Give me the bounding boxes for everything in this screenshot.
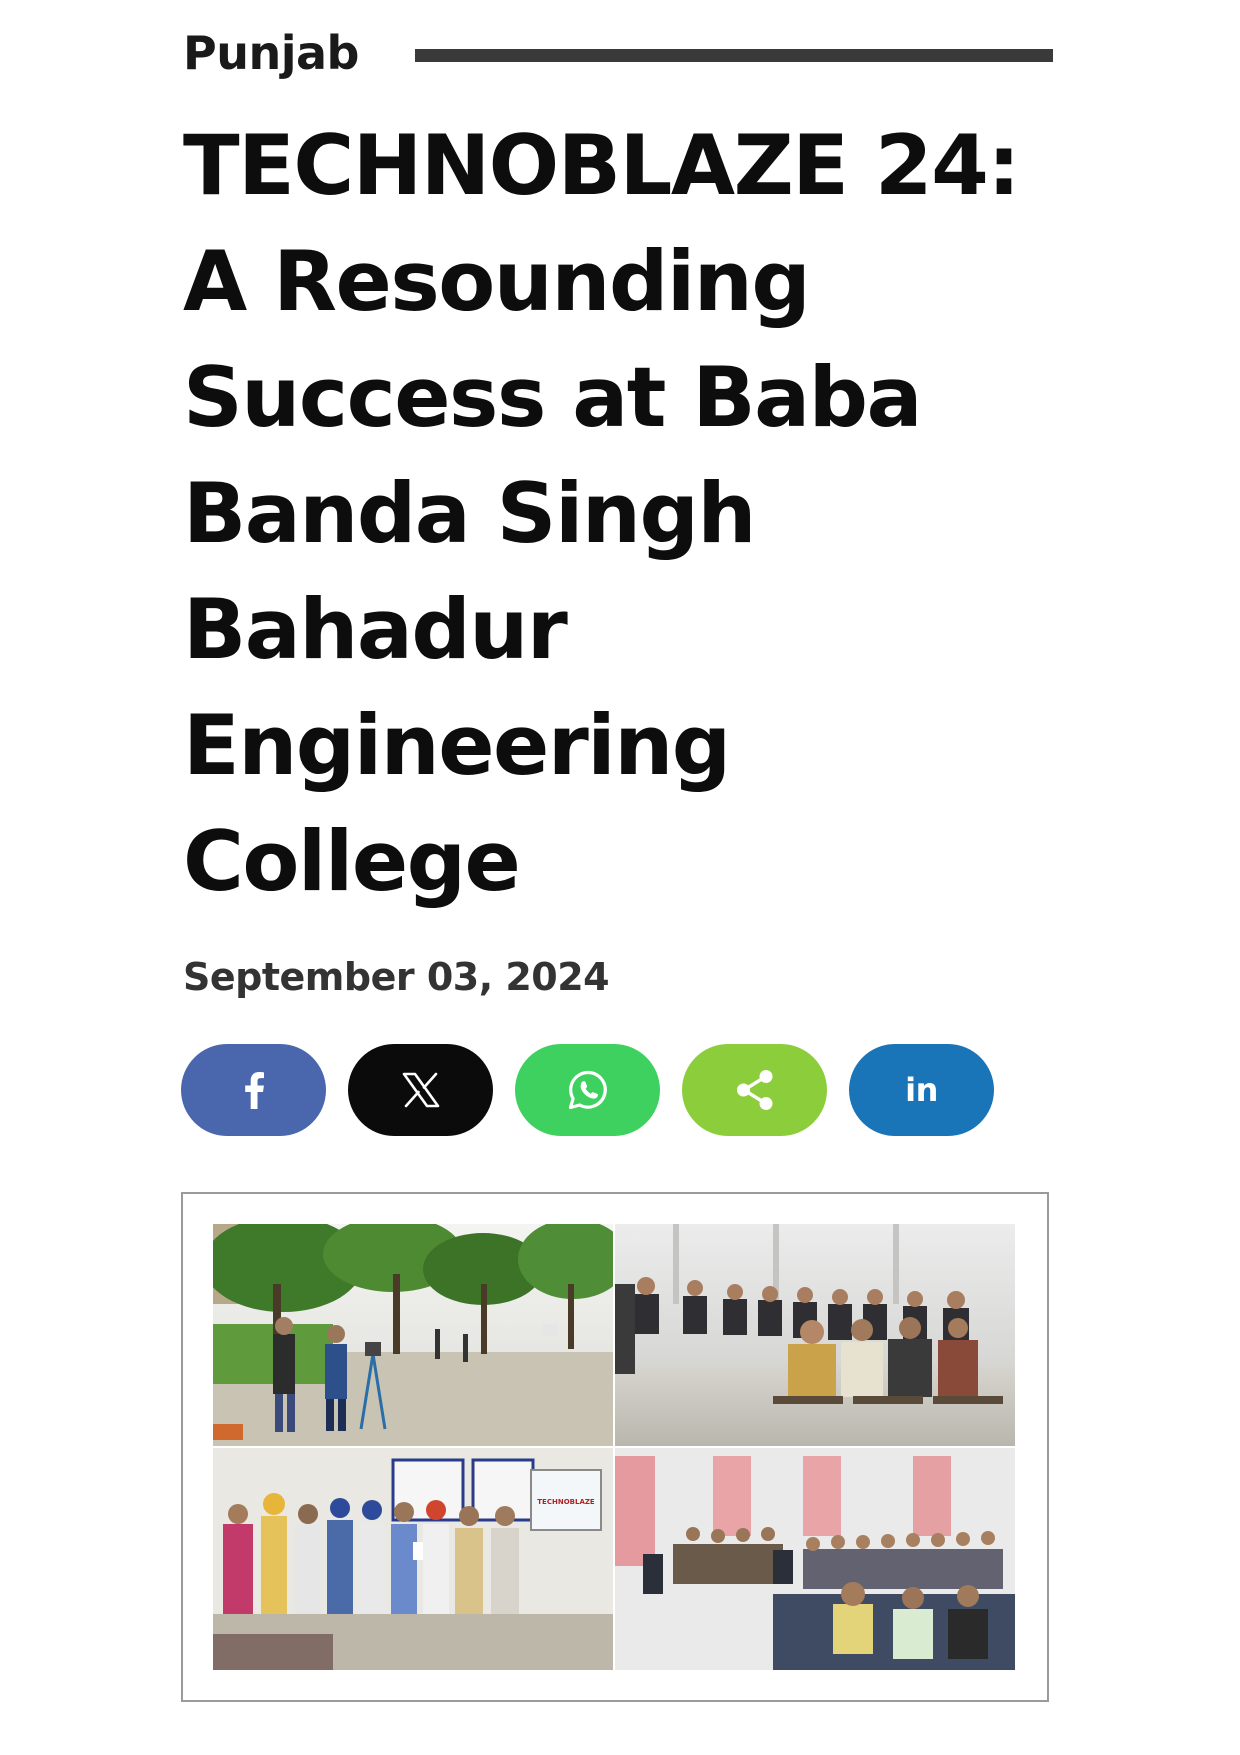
x-icon (402, 1072, 440, 1108)
publish-date: September 03, 2024 (183, 955, 610, 999)
headline-line: Bahadur (183, 581, 567, 678)
headline-line: Banda Singh (183, 465, 755, 562)
whatsapp-share-button[interactable] (515, 1044, 660, 1136)
headline-line: College (183, 813, 520, 910)
headline-line: A Resounding (183, 233, 810, 330)
category-header (183, 18, 1053, 88)
facebook-share-button[interactable] (181, 1044, 326, 1136)
photo-group-felicitation (213, 1448, 613, 1670)
headline-line: TECHNOBLAZE 24: (183, 117, 1020, 214)
linkedin-share-button[interactable] (849, 1044, 994, 1136)
article-image-frame (181, 1192, 1049, 1702)
headline-line: Engineering (183, 697, 730, 794)
headline-line: Success at Baba (183, 349, 922, 446)
photo-outdoor-survey (213, 1224, 628, 1446)
banner-technoblaze: TECHNOBLAZE (537, 1498, 595, 1506)
article-headline (183, 108, 1063, 920)
share-icon (735, 1069, 775, 1111)
share-bar (181, 1044, 994, 1136)
event-photo-collage[interactable] (213, 1224, 1015, 1670)
facebook-icon (242, 1071, 266, 1109)
photo-classroom-students (615, 1224, 1015, 1446)
photo-seminar-hall (615, 1448, 1015, 1670)
whatsapp-icon (567, 1069, 609, 1111)
category-label[interactable]: Punjab (183, 26, 359, 80)
x-share-button[interactable] (348, 1044, 493, 1136)
linkedin-icon: in (905, 1071, 938, 1109)
share-button[interactable] (682, 1044, 827, 1136)
category-divider (415, 49, 1053, 62)
